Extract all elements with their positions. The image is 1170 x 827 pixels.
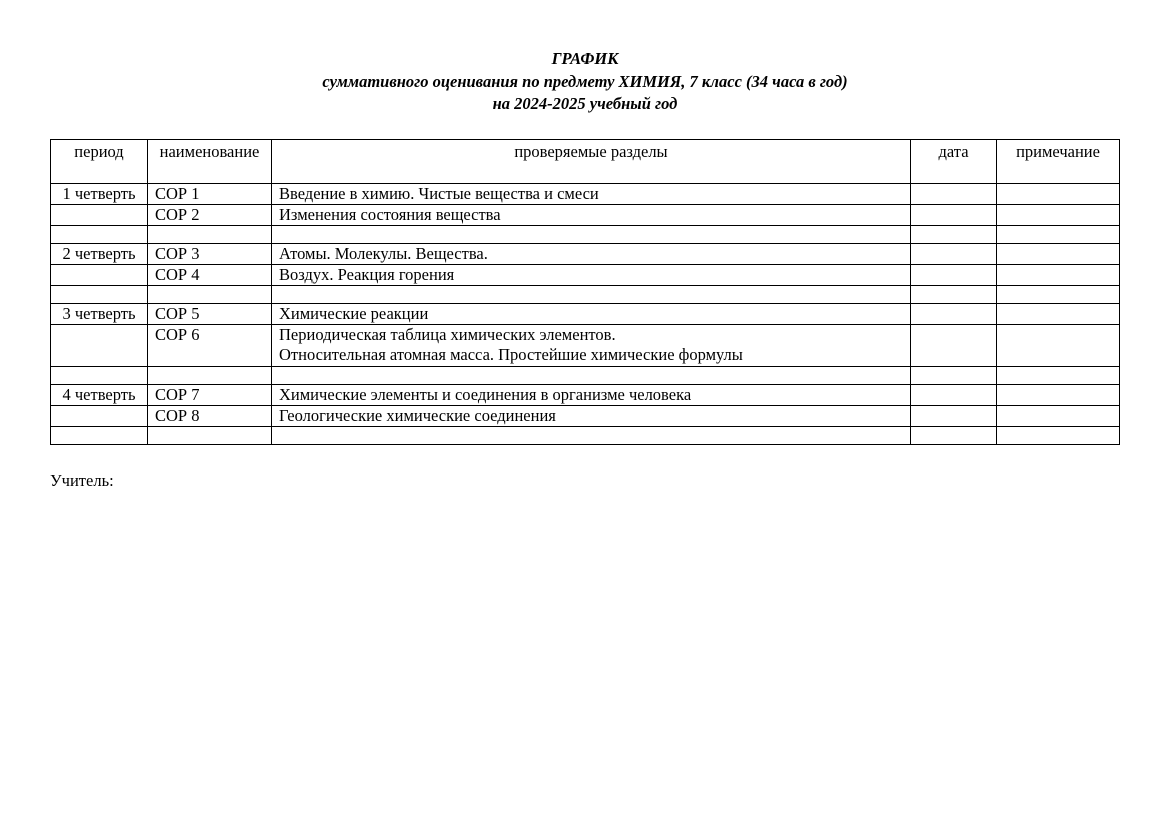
table-row <box>51 304 1120 325</box>
cell-date <box>911 265 997 286</box>
cell-name: СОР 5 <box>148 304 272 325</box>
cell-period <box>51 226 148 244</box>
column-header-topics: проверяемые разделы <box>272 140 911 184</box>
document-title: ГРАФИК <box>551 49 619 68</box>
cell-period: 1 четверть <box>51 184 148 205</box>
table-row-blank <box>51 367 1120 385</box>
cell-topics: Введение в химию. Чистые вещества и смеси <box>272 184 911 205</box>
table-row <box>51 385 1120 406</box>
cell-note <box>997 385 1120 406</box>
table-row <box>51 205 1120 226</box>
cell-name <box>148 226 272 244</box>
document-subtitle: суммативного оценивания по предмету ХИМИЯ, 7 класс (34 часа в год) <box>322 71 848 91</box>
document-title-block <box>0 48 1170 116</box>
cell-date <box>911 427 997 445</box>
cell-note <box>997 265 1120 286</box>
cell-date <box>911 304 997 325</box>
column-header-name: наименование <box>148 140 272 184</box>
column-header-period: период <box>51 140 148 184</box>
cell-period <box>51 265 148 286</box>
assessment-schedule-table <box>50 139 1120 445</box>
cell-topics: Воздух. Реакция горения <box>272 265 911 286</box>
cell-note <box>997 304 1120 325</box>
table-row-blank <box>51 427 1120 445</box>
cell-topics <box>272 367 911 385</box>
cell-name <box>148 367 272 385</box>
cell-name <box>148 427 272 445</box>
cell-note <box>997 184 1120 205</box>
cell-period <box>51 205 148 226</box>
table-header-row <box>51 140 1120 184</box>
cell-topics <box>272 427 911 445</box>
table-row <box>51 265 1120 286</box>
cell-date <box>911 406 997 427</box>
cell-note <box>997 325 1120 367</box>
cell-name: СОР 1 <box>148 184 272 205</box>
cell-name: СОР 8 <box>148 406 272 427</box>
cell-name: СОР 4 <box>148 265 272 286</box>
column-header-note: примечание <box>997 140 1120 184</box>
cell-note <box>997 244 1120 265</box>
cell-period <box>51 286 148 304</box>
cell-name: СОР 2 <box>148 205 272 226</box>
cell-note <box>997 427 1120 445</box>
table-row-blank <box>51 226 1120 244</box>
cell-date <box>911 325 997 367</box>
cell-topics: Геологические химические соединения <box>272 406 911 427</box>
cell-period <box>51 325 148 367</box>
cell-period <box>51 427 148 445</box>
academic-year: на 2024-2025 учебный год <box>492 94 678 113</box>
cell-topics: Изменения состояния вещества <box>272 205 911 226</box>
cell-period: 2 четверть <box>51 244 148 265</box>
cell-topics: Химические реакции <box>272 304 911 325</box>
teacher-label: Учитель: <box>50 471 114 490</box>
cell-name <box>148 286 272 304</box>
cell-date <box>911 244 997 265</box>
cell-period <box>51 406 148 427</box>
cell-period: 4 четверть <box>51 385 148 406</box>
cell-note <box>997 367 1120 385</box>
cell-name: СОР 6 <box>148 325 272 367</box>
cell-date <box>911 385 997 406</box>
cell-note <box>997 205 1120 226</box>
cell-date <box>911 226 997 244</box>
cell-note <box>997 226 1120 244</box>
cell-date <box>911 286 997 304</box>
cell-period: 3 четверть <box>51 304 148 325</box>
table-row <box>51 184 1120 205</box>
cell-topics: Химические элементы и соединения в организме человека <box>272 385 911 406</box>
topic-line: Периодическая таблица химических элементов. <box>279 325 616 344</box>
table-row-blank <box>51 286 1120 304</box>
column-header-date: дата <box>911 140 997 184</box>
table-row <box>51 406 1120 427</box>
cell-name: СОР 7 <box>148 385 272 406</box>
cell-topics <box>272 226 911 244</box>
cell-topics <box>272 325 911 367</box>
cell-date <box>911 367 997 385</box>
cell-date <box>911 205 997 226</box>
cell-date <box>911 184 997 205</box>
table-row <box>51 244 1120 265</box>
topic-line: Относительная атомная масса. Простейшие химические формулы <box>279 345 743 364</box>
cell-topics <box>272 286 911 304</box>
cell-topics: Атомы. Молекулы. Вещества. <box>272 244 911 265</box>
cell-name: СОР 3 <box>148 244 272 265</box>
cell-period <box>51 367 148 385</box>
cell-note <box>997 286 1120 304</box>
cell-note <box>997 406 1120 427</box>
table-row <box>51 325 1120 367</box>
